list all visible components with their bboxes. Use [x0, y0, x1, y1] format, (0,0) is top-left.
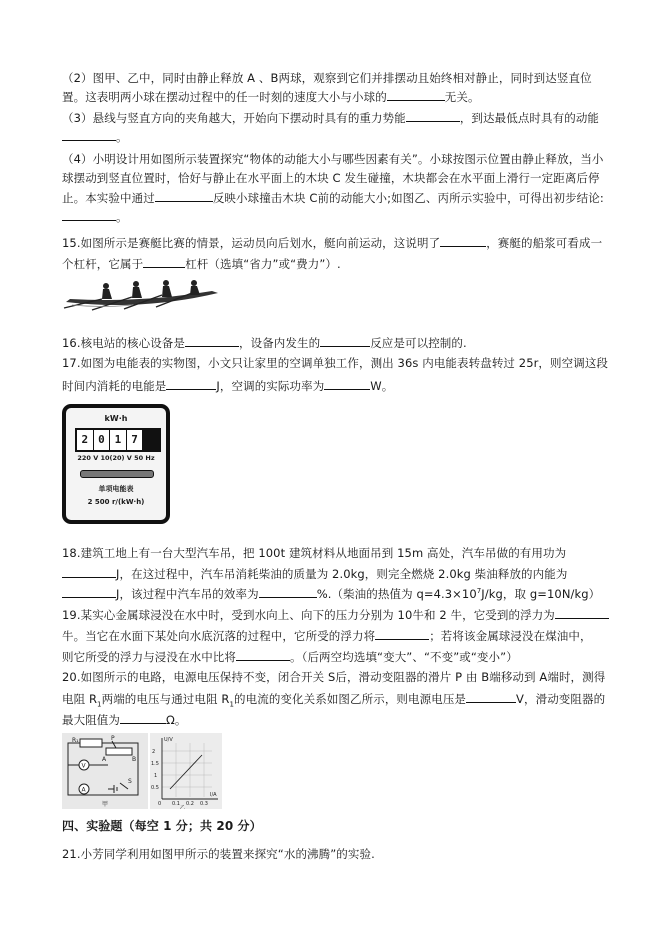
- subscript: 1: [97, 700, 102, 709]
- answer-blank[interactable]: [375, 627, 429, 640]
- q15-line-1: 15.如图所示是赛艇比赛的情景，运动员向后划水，艇向前运动，这说明了 ，赛艇的船浆可看成一: [62, 236, 603, 250]
- q18-line-2: J，在这过程中，汽车吊消耗柴油的质量为 2.0kg，则完全燃烧 2.0kg 柴油释放的内能为: [62, 565, 610, 582]
- q14-line-3: （3）悬线与竖直方向的夹角越大，开始向下摆动时具有的重力势能 ，到达最低点时具有的动能: [62, 111, 600, 125]
- graph-xtick: 0.2: [186, 801, 194, 807]
- q14-line-5: （4）小明设计用如图所示装置探究“物体的动能大小与哪些因素有关”。小球按图示位置由静止释放，当小: [62, 152, 604, 166]
- circuit-label: P: [111, 735, 115, 742]
- circuit-label: B: [132, 756, 137, 763]
- answer-blank[interactable]: [166, 377, 216, 390]
- answer-blank[interactable]: [62, 585, 116, 598]
- answer-blank[interactable]: [155, 189, 213, 202]
- q14-line-1: （2）图甲、乙中，同时由静止释放 A 、B两球，观察到它们并排摆动且始终相对静止，同时到达竖直位: [62, 71, 592, 85]
- circuit-diagram-figure: [62, 733, 148, 809]
- q14-line-7: 止。本实验中通过 反映小球撞击木块 C前的动能大小;如图乙、丙所示实验中，可得出初步结论:: [62, 191, 604, 205]
- q20-line-2: 电阻 $R_1$两端的电压与通过电阻 $R_1$的电流的变化关系如图乙所示，则电源电压是 V，滑动变阻器的: [62, 692, 606, 709]
- q20-line-1: 20.如图所示的电路，电源电压保持不变，闭合开关 S后，滑动变阻器的滑片 P 由 B端移动到 A端时，测得: [62, 670, 606, 684]
- graph-caption: 乙: [180, 805, 186, 809]
- q17-line-1: 17.如图为电能表的实物图，小文只让家里的空调单独工作，测出 36s 内电能表转盘转过 25r，则空调这段: [62, 356, 609, 370]
- answer-blank[interactable]: [406, 109, 460, 122]
- circuit-label: S: [128, 778, 132, 785]
- circuit-caption: 甲: [102, 801, 109, 808]
- answer-blank[interactable]: [324, 377, 370, 390]
- meter-digit: 2: [77, 430, 94, 450]
- answer-blank[interactable]: [466, 690, 516, 703]
- q16-line: 16.核电站的核心设备是 ，设备内发生的 反应是可以控制的.: [62, 336, 467, 350]
- q20-line-3: 最大阻值为 Ω。: [62, 713, 187, 727]
- meter-digit-decimal: [143, 430, 159, 450]
- answer-blank[interactable]: [120, 711, 166, 724]
- circuit-label: V: [81, 762, 86, 770]
- answer-blank[interactable]: [555, 606, 609, 619]
- graph-ytick: 1.5: [151, 761, 159, 767]
- exponent: 7: [476, 587, 482, 596]
- u-i-line: [170, 755, 202, 789]
- q19-line-2: 牛。当它在水面下某处向水底沉落的过程中，它所受的浮力将 ；若将该金属球浸没在煤油中，: [62, 629, 592, 643]
- meter-disc-slot: [80, 470, 154, 478]
- graph-xtick: 0.1: [172, 801, 180, 807]
- electric-meter-figure: [62, 404, 170, 524]
- q19-line-3: 则它所受的浮力与浸没在水中比将 。（后两空均选填“变大”、“不变”或“变小”）: [62, 650, 518, 664]
- graph-xlabel: I/A: [210, 792, 217, 798]
- answer-blank[interactable]: [62, 208, 116, 221]
- graph-ylabel: U/V: [164, 737, 173, 743]
- graph-xtick: 0: [158, 801, 162, 807]
- subscript: 1: [229, 700, 235, 709]
- graph-xtick: 0.3: [200, 801, 208, 807]
- q14-line-4: 。: [62, 128, 610, 145]
- answer-blank[interactable]: [62, 128, 116, 141]
- q17-line-2: 时间内消耗的电能是 J，空调的实际功率为 W。: [62, 379, 394, 393]
- meter-unit: kW·h: [104, 414, 128, 423]
- graph-ytick: 2: [152, 749, 156, 755]
- meter-digit-window: [75, 428, 161, 452]
- answer-blank[interactable]: [185, 334, 239, 347]
- meter-digit: 0: [94, 430, 111, 450]
- section-heading: 四、实验题（每空 1 分；共 20 分）: [62, 819, 262, 833]
- graph-ytick: 1: [154, 773, 158, 779]
- q14-line-6: 球摆动到竖直位置时，恰好与静止在水平面上的木块 C 发生碰撞，木块都会在水平面上滑行一定距离后停: [62, 171, 600, 185]
- meter-digit: 1: [110, 430, 127, 450]
- answer-blank[interactable]: [387, 88, 445, 101]
- answer-blank[interactable]: [259, 585, 317, 598]
- q21-line: 21.小芳同学利用如图甲所示的装置来探究“水的沸腾”的实验.: [62, 847, 375, 861]
- meter-constant: 2 500 r/(kW·h): [87, 498, 145, 506]
- circuit-label: A: [102, 756, 107, 763]
- circuit-label: R₁: [72, 737, 79, 744]
- graph-ytick: 0.5: [151, 785, 159, 791]
- answer-blank[interactable]: [320, 334, 370, 347]
- meter-name: 单项电能表: [98, 485, 134, 493]
- q14-line-2: 置。这表明两小球在摆动过程中的任一时刻的速度大小与小球的 无关。: [62, 90, 480, 104]
- answer-blank[interactable]: [236, 648, 290, 661]
- answer-blank[interactable]: [440, 234, 486, 247]
- q18-line-1: 18.建筑工地上有一台大型汽车吊，把 100t 建筑材料从地面吊到 15m 高处，汽车吊做的有用功为: [62, 546, 567, 560]
- answer-blank[interactable]: [143, 255, 185, 268]
- answer-blank[interactable]: [62, 565, 116, 578]
- meter-rating: 220 V 10(20) V 50 Hz: [77, 454, 155, 462]
- rowing-boat-figure: [62, 275, 222, 315]
- voltage-current-graph: [150, 733, 222, 809]
- circuit-label: A: [81, 786, 86, 794]
- q19-line-1: 19.某实心金属球浸没在水中时，受到水向上、向下的压力分别为 10牛和 2 牛，它受到的浮力为: [62, 606, 610, 623]
- q18-line-3: J，该过程中汽车吊的效率为 %.（柴油的热值为 $q=4.3\times 10^7J/kg$，取 g=10N/kg）: [62, 585, 610, 602]
- q14-line-8: 。: [62, 208, 610, 225]
- q15-line-2: 个杠杆，它属于 杠杆（选填“省力”或“费力”）.: [62, 257, 341, 271]
- meter-digit: 7: [127, 430, 144, 450]
